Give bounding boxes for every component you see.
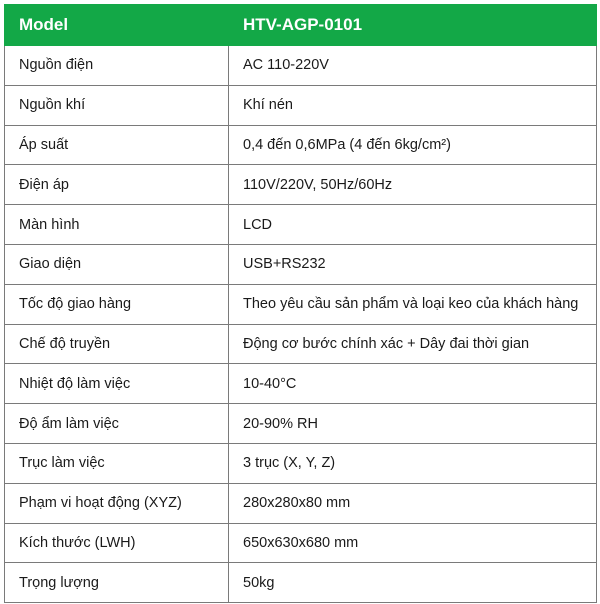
table-row [5, 284, 597, 324]
spec-table [4, 4, 597, 603]
row-label: Phạm vi hoạt động (XYZ) [5, 483, 229, 523]
table-row [5, 244, 597, 284]
row-label: Trục làm việc [5, 443, 229, 483]
row-label: Chế độ truyền [5, 324, 229, 364]
header-label: Model [5, 5, 229, 46]
row-label: Điện áp [5, 165, 229, 205]
row-value: USB+RS232 [229, 244, 597, 284]
row-value: 10-40°C [229, 364, 597, 404]
row-value: Khí nén [229, 85, 597, 125]
table-row [5, 165, 597, 205]
row-value: 110V/220V, 50Hz/60Hz [229, 165, 597, 205]
table-row [5, 563, 597, 603]
row-value: LCD [229, 205, 597, 245]
header-row [5, 5, 597, 46]
table-row [5, 205, 597, 245]
row-value: 280x280x80 mm [229, 483, 597, 523]
table-row [5, 443, 597, 483]
row-label: Trọng lượng [5, 563, 229, 603]
row-value: Theo yêu cầu sản phẩm và loại keo của khách hàng [229, 284, 597, 324]
table-row [5, 483, 597, 523]
row-label: Tốc độ giao hàng [5, 284, 229, 324]
row-value: 0,4 đến 0,6MPa (4 đến 6kg/cm²) [229, 125, 597, 165]
table-row [5, 364, 597, 404]
row-label: Nhiệt độ làm việc [5, 364, 229, 404]
table-row [5, 324, 597, 364]
header-model-value: HTV-AGP-0101 [229, 5, 597, 46]
row-value: 3 trục (X, Y, Z) [229, 443, 597, 483]
table-row [5, 404, 597, 444]
row-label: Nguồn khí [5, 85, 229, 125]
row-label: Áp suất [5, 125, 229, 165]
row-value: AC 110-220V [229, 46, 597, 86]
row-value: 650x630x680 mm [229, 523, 597, 563]
table-row [5, 46, 597, 86]
row-value: 50kg [229, 563, 597, 603]
row-label: Nguồn điện [5, 46, 229, 86]
table-row [5, 85, 597, 125]
row-label: Màn hình [5, 205, 229, 245]
row-value: 20-90% RH [229, 404, 597, 444]
table-row [5, 125, 597, 165]
row-label: Kích thước (LWH) [5, 523, 229, 563]
row-label: Giao diện [5, 244, 229, 284]
row-label: Độ ẩm làm việc [5, 404, 229, 444]
row-value: Động cơ bước chính xác + Dây đai thời gian [229, 324, 597, 364]
table-row [5, 523, 597, 563]
